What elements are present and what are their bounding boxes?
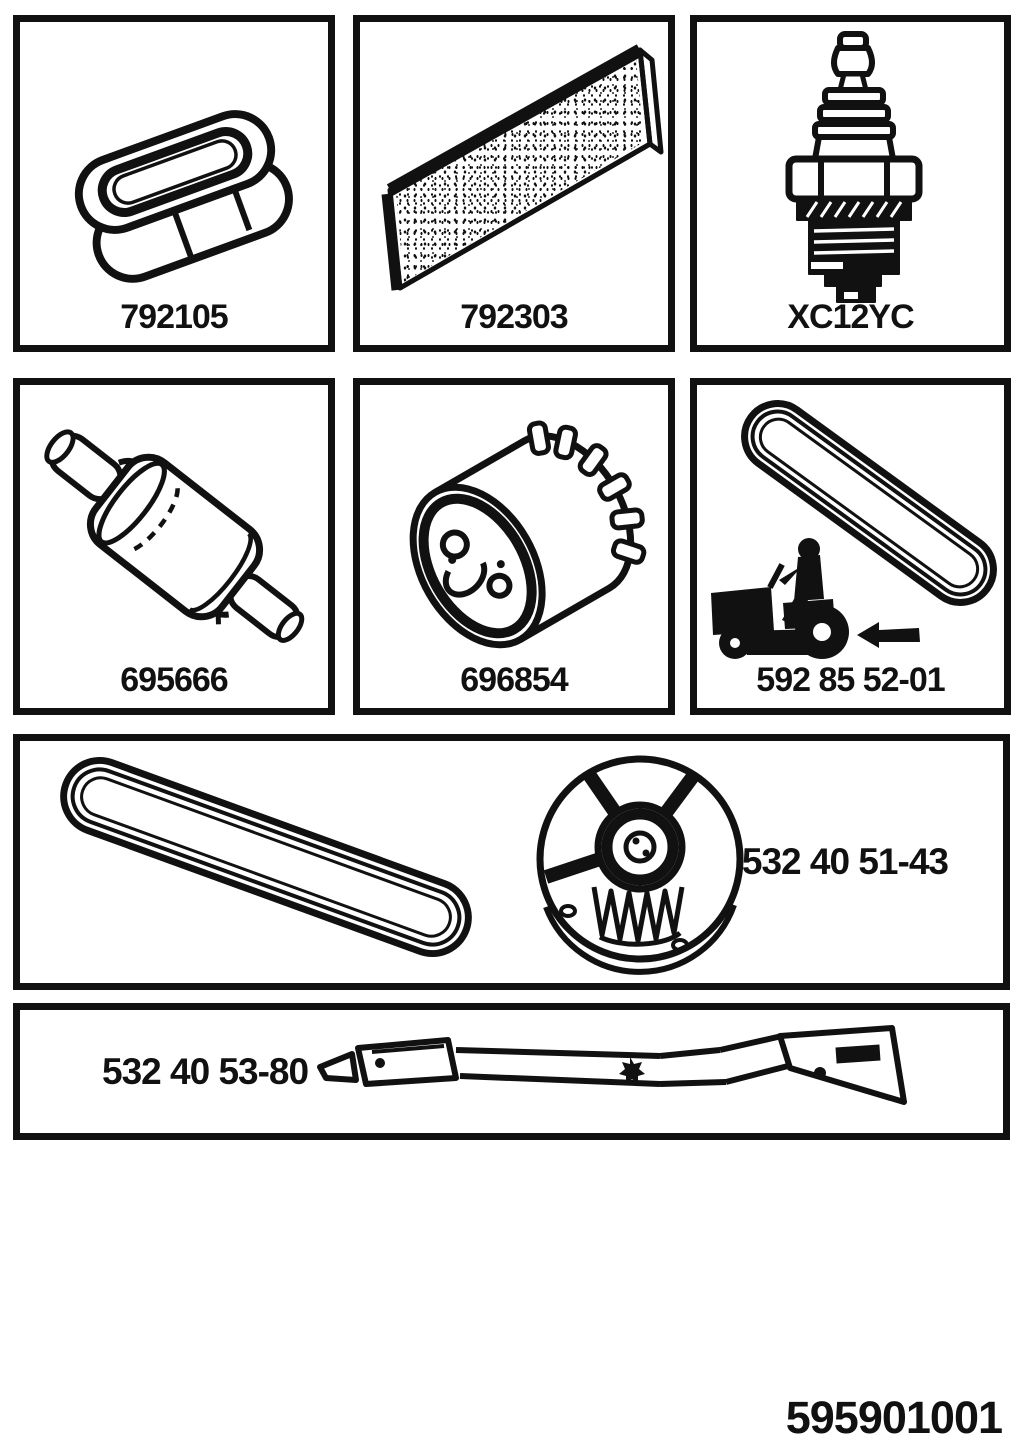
part-cell-air-filter — [13, 15, 335, 352]
part-cell-pre-cleaner — [353, 15, 675, 352]
document-number: 595901001 — [785, 1392, 1002, 1443]
part-number-label: 792105 — [120, 298, 228, 336]
part-number-label: 792303 — [460, 298, 568, 336]
part-number-label: 532 40 53-80 — [102, 1050, 309, 1092]
ground-drive-belt-drawing — [697, 385, 1004, 708]
part-number-label: 592 85 52-01 — [756, 661, 945, 699]
part-cell-deck-belt-and-mandrel — [13, 734, 1010, 990]
part-cell-ground-drive-belt — [690, 378, 1011, 715]
pre-cleaner-drawing — [360, 22, 668, 345]
part-number-label: XC12YC — [787, 298, 914, 336]
part-cell-fuel-filter — [13, 378, 335, 715]
part-number-label: 532 40 51-43 — [741, 841, 948, 882]
air-filter-drawing — [20, 22, 328, 345]
part-cell-spark-plug — [690, 15, 1011, 352]
part-cell-mower-blade — [13, 1003, 1010, 1140]
part-number-label: 695666 — [120, 661, 228, 699]
part-number-label: 696854 — [460, 661, 568, 699]
part-cell-oil-filter — [353, 378, 675, 715]
spark-plug-drawing — [697, 22, 1004, 345]
oil-filter-drawing — [360, 385, 668, 708]
fuel-filter-drawing — [20, 385, 328, 708]
